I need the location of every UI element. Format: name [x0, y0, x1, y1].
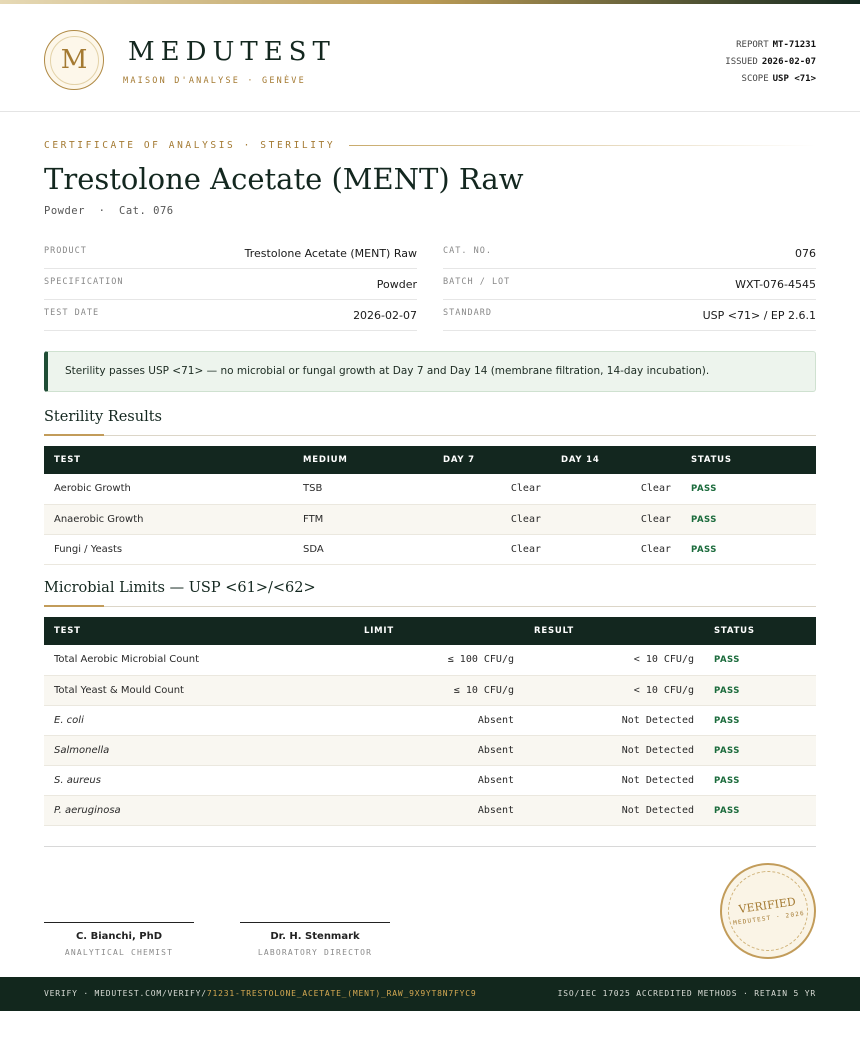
overline-text: CERTIFICATE OF ANALYSIS · STERILITY: [44, 139, 336, 151]
medium-cell: TSB: [293, 474, 433, 504]
test-cell: Total Aerobic Microbial Count: [44, 645, 354, 675]
limit-cell: Absent: [354, 705, 524, 735]
sterility-section-heading: [44, 406, 816, 436]
result-cell: Not Detected: [524, 735, 704, 765]
detail-label: CAT. NO.: [443, 246, 492, 256]
overline-rule: [349, 145, 816, 146]
logo-monogram: M: [60, 45, 88, 75]
day14-cell: Clear: [551, 534, 681, 564]
column-header: STATUS: [681, 446, 816, 474]
detail-value: 2026-02-07: [353, 309, 417, 322]
day14-cell: Clear: [551, 474, 681, 504]
medium-cell: SDA: [293, 534, 433, 564]
microbial-section-heading: [44, 577, 816, 607]
test-cell: Salmonella: [44, 735, 354, 765]
stamp-subtitle: MEDUTEST · 2026: [732, 909, 806, 927]
sterility-notice: Sterility passes USP <71> — no microbial or fungal growth at Day 7 and Day 14 (membrane filtration, 14-day incubation).: [44, 351, 816, 392]
table-row: [44, 675, 816, 705]
accreditation-note: ISO/IEC 17025 ACCREDITED METHODS · RETAIN 5 YR: [557, 989, 816, 998]
column-header: STATUS: [704, 617, 816, 645]
table-row: [44, 645, 816, 675]
detail-value: Powder: [376, 278, 417, 291]
limit-cell: Absent: [354, 795, 524, 825]
test-cell: P. aeruginosa: [44, 795, 354, 825]
status-badge: PASS: [714, 805, 740, 816]
column-header: RESULT: [524, 617, 704, 645]
limit-cell: ≤ 100 CFU/g: [354, 645, 524, 675]
stamp-title: VERIFIED: [737, 895, 797, 916]
details-left: [44, 238, 417, 331]
column-header: DAY 7: [433, 446, 551, 474]
detail-value: WXT-076-4545: [735, 278, 816, 291]
signature-line: [44, 922, 194, 923]
microbial-limits-table: [44, 617, 816, 826]
detail-label: PRODUCT: [44, 246, 87, 256]
detail-row-cat-no: [443, 238, 816, 269]
issued-label: ISSUED: [725, 57, 758, 67]
result-cell: Not Detected: [524, 795, 704, 825]
status-badge: PASS: [714, 655, 740, 666]
report-meta: [725, 37, 816, 88]
scope-row: [725, 71, 816, 88]
status-cell: [704, 735, 816, 765]
column-header: DAY 14: [551, 446, 681, 474]
test-cell: Aerobic Growth: [44, 474, 293, 504]
brand-logo: [44, 30, 104, 90]
table-header-row: [44, 617, 816, 645]
detail-row-batch: [443, 269, 816, 300]
verify-prefix: VERIFY · MEDUTEST.COM/VERIFY/: [44, 989, 207, 998]
result-cell: < 10 CFU/g: [524, 645, 704, 675]
status-badge: PASS: [714, 775, 740, 786]
table-row: [44, 735, 816, 765]
status-cell: [704, 765, 816, 795]
limit-cell: Absent: [354, 765, 524, 795]
report-label: REPORT: [736, 40, 769, 50]
test-cell: E. coli: [44, 705, 354, 735]
issued-row: [725, 54, 816, 71]
detail-label: SPECIFICATION: [44, 277, 124, 287]
status-cell: [681, 474, 816, 504]
sterility-table: [44, 446, 816, 565]
status-cell: [681, 534, 816, 564]
detail-value: Trestolone Acetate (MENT) Raw: [244, 247, 417, 260]
brand-name: MEDUTEST: [128, 37, 336, 67]
report-value: MT-71231: [772, 40, 816, 50]
signature-line: [240, 922, 390, 923]
column-header: LIMIT: [354, 617, 524, 645]
detail-value: 076: [795, 247, 816, 260]
status-cell: [704, 795, 816, 825]
detail-label: TEST DATE: [44, 308, 100, 318]
limit-cell: ≤ 10 CFU/g: [354, 675, 524, 705]
status-badge: PASS: [714, 715, 740, 726]
detail-label: STANDARD: [443, 308, 492, 318]
signatory-role: ANALYTICAL CHEMIST: [64, 948, 174, 957]
table-row: [44, 795, 816, 825]
limit-cell: Absent: [354, 735, 524, 765]
table-row: [44, 534, 816, 564]
detail-value: USP <71> / EP 2.6.1: [702, 309, 816, 322]
detail-row-product: [44, 238, 417, 269]
test-cell: Total Yeast & Mould Count: [44, 675, 354, 705]
test-cell: Fungi / Yeasts: [44, 534, 293, 564]
result-cell: Not Detected: [524, 765, 704, 795]
column-header: TEST: [44, 617, 354, 645]
issued-value: 2026-02-07: [761, 57, 816, 67]
details-right: [443, 238, 816, 331]
signatory-role: LABORATORY DIRECTOR: [257, 948, 373, 957]
table-row: [44, 474, 816, 504]
test-cell: S. aureus: [44, 765, 354, 795]
brand-tagline: MAISON D'ANALYSE · GENÈVE: [123, 76, 306, 86]
status-badge: PASS: [714, 685, 740, 696]
status-badge: PASS: [691, 514, 717, 525]
status-badge: PASS: [691, 484, 717, 495]
page-footer: [0, 977, 860, 1011]
signature-divider: [44, 846, 816, 847]
test-cell: Anaerobic Growth: [44, 504, 293, 534]
detail-row-standard: [443, 300, 816, 331]
column-header: TEST: [44, 446, 293, 474]
verified-stamp: [714, 857, 822, 965]
verify-link[interactable]: [44, 989, 476, 998]
status-cell: [704, 645, 816, 675]
day14-cell: Clear: [551, 504, 681, 534]
signatory-name: C. Bianchi, PhD: [75, 931, 163, 942]
verify-code: 71231-TRESTOLONE_ACETATE_(MENT)_RAW_9X9YT8N7FYC9: [206, 989, 477, 998]
signatory-name: Dr. H. Stenmark: [270, 931, 360, 942]
table-row: [44, 504, 816, 534]
detail-row-specification: [44, 269, 417, 300]
day7-cell: Clear: [433, 474, 551, 504]
page-title: Trestolone Acetate (MENT) Raw: [44, 162, 524, 196]
scope-label: SCOPE: [741, 74, 769, 84]
status-badge: PASS: [691, 544, 717, 555]
detail-row-test-date: [44, 300, 417, 331]
result-cell: < 10 CFU/g: [524, 675, 704, 705]
detail-label: BATCH / LOT: [443, 277, 511, 287]
scope-value: USP <71>: [772, 74, 816, 84]
table-row: [44, 765, 816, 795]
signature-laboratory-director: [240, 922, 390, 957]
table-header-row: [44, 446, 816, 474]
certificate-overline: [44, 138, 816, 152]
table-row: [44, 705, 816, 735]
sterility-heading-text: Sterility Results: [44, 409, 162, 425]
status-cell: [704, 675, 816, 705]
column-header: MEDIUM: [293, 446, 433, 474]
page-header: [0, 4, 860, 112]
status-badge: PASS: [714, 745, 740, 756]
status-cell: [704, 705, 816, 735]
day7-cell: Clear: [433, 504, 551, 534]
status-cell: [681, 504, 816, 534]
signature-analytical-chemist: [44, 922, 194, 957]
report-number-row: [725, 37, 816, 54]
result-cell: Not Detected: [524, 705, 704, 735]
page-subtitle: Powder · Cat. 076: [44, 205, 174, 217]
medium-cell: FTM: [293, 504, 433, 534]
microbial-heading-text: Microbial Limits — USP <61>/<62>: [44, 580, 316, 596]
day7-cell: Clear: [433, 534, 551, 564]
